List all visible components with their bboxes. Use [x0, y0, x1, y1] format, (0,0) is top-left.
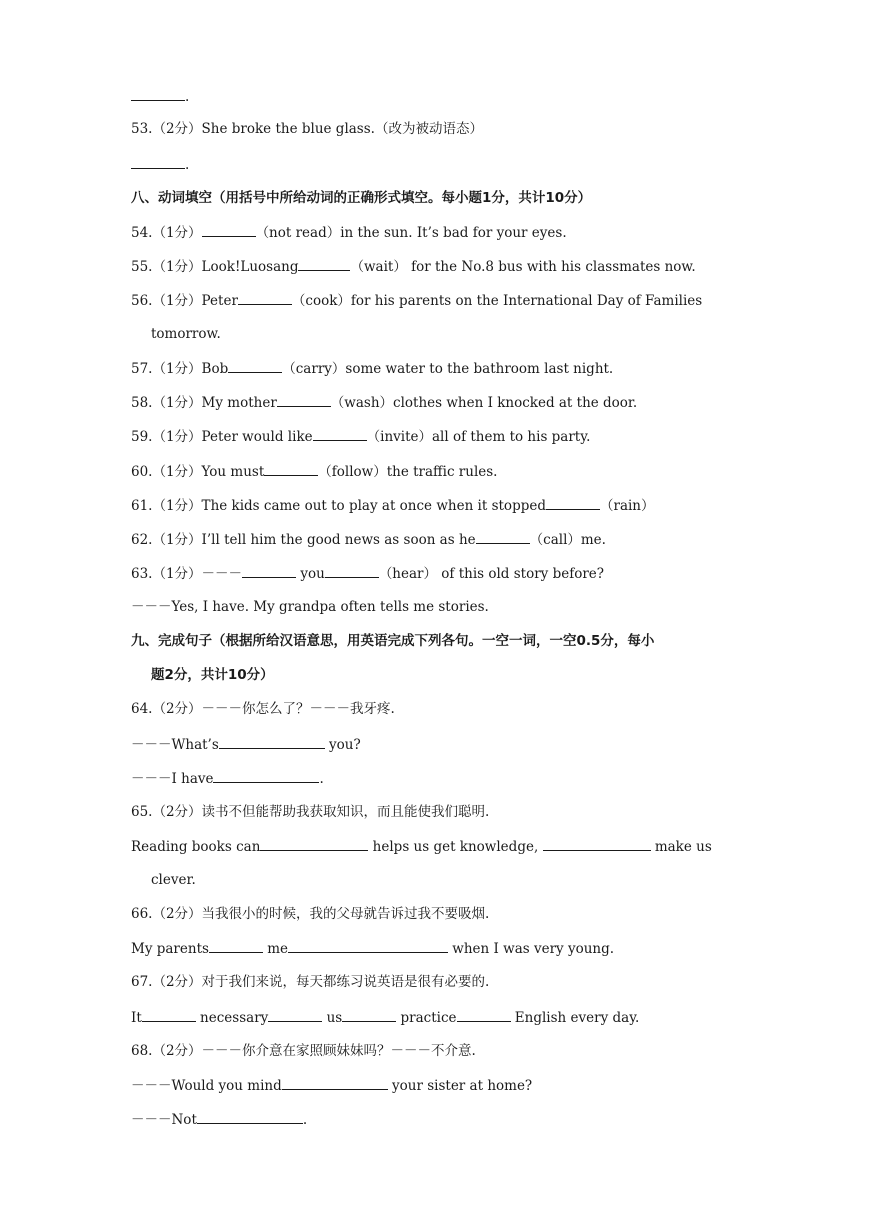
answer-blank[interactable]: [543, 837, 651, 851]
question-61: 61.（1分）The kids came out to play at once when it stopped （rain）: [131, 498, 655, 514]
answer-blank[interactable]: [131, 87, 185, 101]
question-53: 53.（2分）She broke the blue glass.（改为被动语态）: [131, 121, 483, 137]
answer-blank[interactable]: [213, 769, 319, 783]
question-67-line-a: It necessary us practice English every day.: [131, 1010, 640, 1026]
question-63: 63.（1分）－－－ you （hear） of this old story before?: [131, 566, 605, 582]
answer-blank[interactable]: [209, 939, 263, 953]
answer-blank[interactable]: [202, 223, 256, 237]
question-62: 62.（1分）I’ll tell him the good news as soon as he （call）me.: [131, 532, 606, 548]
section-heading-8: 八、动词填空（用括号中所给动词的正确形式填空。每小题1分，共计10分）: [131, 190, 592, 206]
question-66: 66.（2分）当我很小的时候，我的父母就告诉过我不要吸烟.: [131, 906, 490, 922]
question-68: 68.（2分）－－－你介意在家照顾妹妹吗？－－－不介意.: [131, 1043, 476, 1059]
answer-line: .: [131, 155, 189, 174]
answer-blank[interactable]: [313, 427, 367, 441]
question-64-line-b: －－－I have .: [131, 771, 324, 787]
answer-blank[interactable]: [268, 1008, 322, 1022]
question-56-continued: tomorrow.: [151, 326, 221, 342]
answer-blank[interactable]: [546, 496, 600, 510]
answer-blank[interactable]: [282, 1076, 388, 1090]
question-57: 57.（1分）Bob （carry）some water to the bathroom last night.: [131, 361, 614, 377]
question-65: 65.（2分）读书不但能帮助我获取知识，而且能使我们聪明.: [131, 804, 490, 820]
question-56: 56.（1分）Peter （cook）for his parents on the International Day of Families: [131, 293, 703, 309]
answer-blank[interactable]: [197, 1110, 303, 1124]
question-54: 54.（1分） （not read）in the sun. It’s bad for your eyes.: [131, 225, 567, 241]
section-heading-9: 九、完成句子（根据所给汉语意思，用英语完成下列各句。一空一词，一空0.5分，每小: [131, 633, 655, 649]
question-65-continued: clever.: [151, 872, 196, 888]
question-64: 64.（2分）－－－你怎么了？－－－我牙疼.: [131, 701, 395, 717]
question-68-line-a: －－－Would you mind your sister at home?: [131, 1078, 533, 1094]
section-heading-9-continued: 题2分，共计10分）: [151, 667, 274, 683]
answer-blank[interactable]: [288, 939, 448, 953]
question-55: 55.（1分）Look!Luosang （wait） for the No.8 bus with his classmates now.: [131, 259, 696, 275]
question-59: 59.（1分）Peter would like （invite）all of them to his party.: [131, 429, 591, 445]
question-68-line-b: －－－Not .: [131, 1112, 308, 1128]
question-60: 60.（1分）You must （follow）the traffic rules.: [131, 464, 498, 480]
answer-blank[interactable]: [298, 257, 350, 271]
question-58: 58.（1分）My mother （wash）clothes when I knocked at the door.: [131, 395, 638, 411]
answer-blank[interactable]: [342, 1008, 396, 1022]
question-67: 67.（2分）对于我们来说，每天都练习说英语是很有必要的.: [131, 974, 490, 990]
answer-blank[interactable]: [476, 530, 530, 544]
question-63-reply: －－－Yes, I have. My grandpa often tells me stories.: [131, 599, 489, 615]
answer-blank[interactable]: [457, 1008, 511, 1022]
question-65-line-a: Reading books can helps us get knowledge, make us: [131, 839, 712, 855]
answer-blank[interactable]: [277, 393, 331, 407]
answer-blank[interactable]: [131, 155, 185, 169]
answer-blank[interactable]: [219, 735, 325, 749]
answer-blank[interactable]: [242, 564, 296, 578]
answer-blank[interactable]: [238, 291, 292, 305]
question-64-line-a: －－－What’s you?: [131, 737, 361, 753]
question-66-line-a: My parents me when I was very young.: [131, 941, 615, 957]
answer-blank[interactable]: [325, 564, 379, 578]
answer-line: .: [131, 87, 189, 106]
answer-blank[interactable]: [142, 1008, 196, 1022]
answer-blank[interactable]: [228, 359, 282, 373]
answer-blank[interactable]: [264, 462, 318, 476]
answer-blank[interactable]: [260, 837, 368, 851]
